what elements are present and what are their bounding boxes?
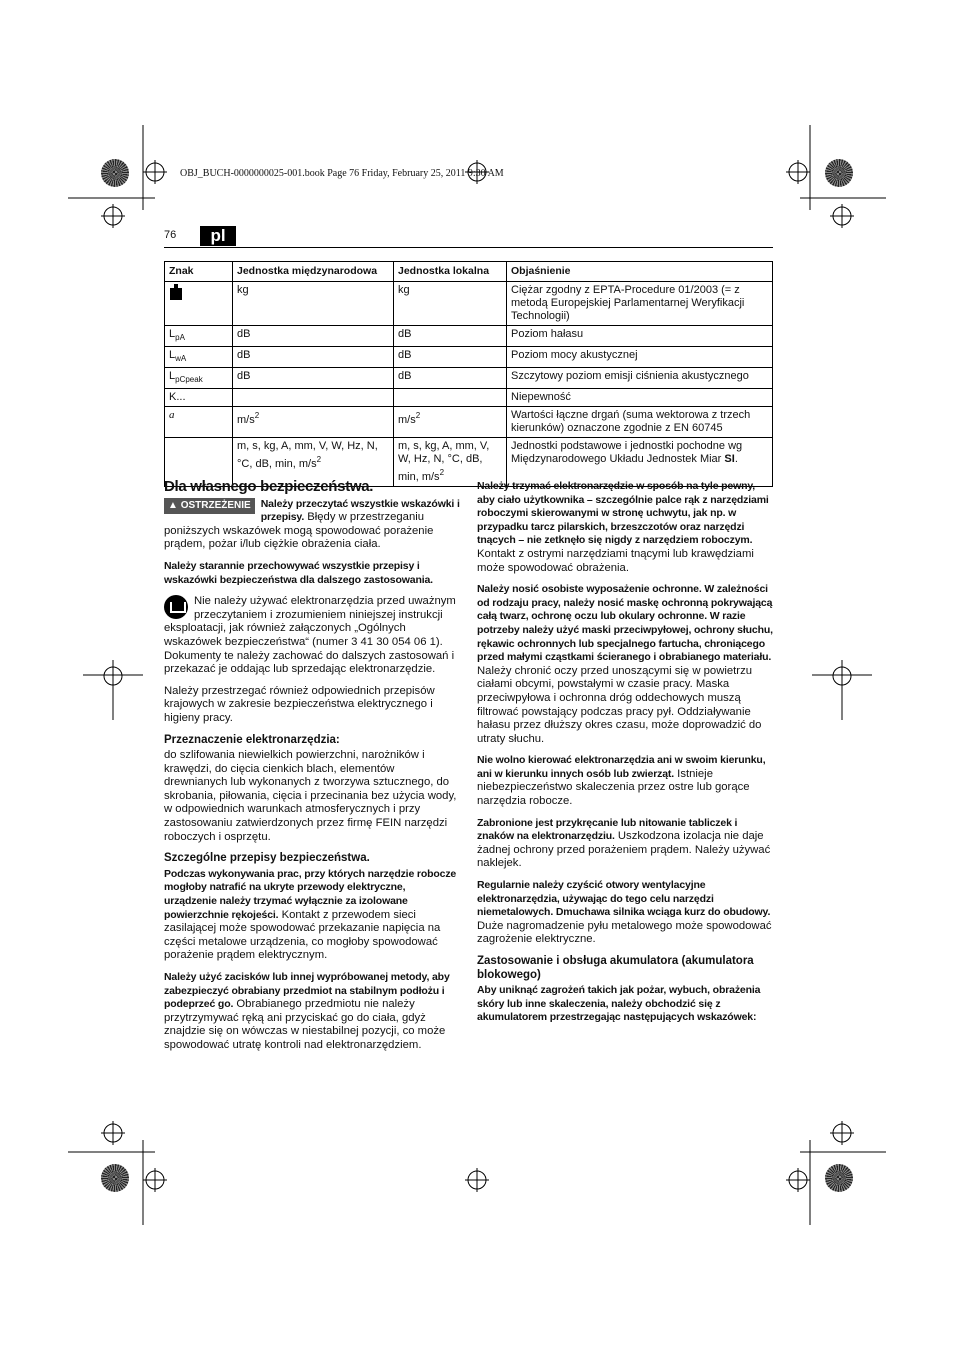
table-cell: Poziom hałasu — [507, 326, 773, 347]
desc-text: Jednostki podstawowe i jednostki pochodne wg Międzynarodowego Układu Jednostek Miar — [511, 440, 743, 465]
section-title: Dla własnego bezpieczeństwa. — [164, 478, 374, 495]
table-row — [165, 368, 773, 389]
table-header-row — [165, 262, 773, 282]
bold-text: Należy nosić osobiste wyposażenie ochronne. W zależności od rodzaju pracy, należy nosić maskę ochronną pokrywającą całą twarz, ochronę oczu lub okulary ochronne. W razie potrzeby należy użyć maski przeciwpyłowej, ochrony słuchu, rękawic ochronnych lub specjalnego fartucha, chroniącego przed małymi cząstkami ścieranego i obrabianego materiału. — [477, 583, 773, 664]
table-cell: dB — [233, 347, 394, 368]
bold-text: Należy użyć zacisków lub innej wypróbowanej metody, aby zabezpieczyć obrabiany przedmiot na stabilnym podłożu i podeprzeć go. — [164, 971, 450, 1011]
regulations-text: Należy przestrzegać również odpowiednich przepisów krajowych w zakresie bezpieczeństwa elektrycznego i higieny pracy. — [164, 684, 435, 724]
right-paragraph-5 — [477, 879, 773, 947]
table-cell: dB — [233, 326, 394, 347]
special-paragraph-1 — [164, 868, 460, 963]
plain-text: Należy chronić oczy przed unoszącymi się w powietrzu ciałami obcymi, powstałymi w czasie pracy. Maska przeciwpyłowa i ochronna dróg oddechowych muszą filtrować powstający podczas pracy pył. Oddziaływanie hałasu przez dłuższy okres czasu, może doprowadzić do utraty słuchu. — [477, 664, 762, 745]
symbol-subscript: wA — [175, 354, 187, 363]
plain-text: Kontakt z ostrymi narzędziami tnącymi lub krawędziami może spowodować obrażenia. — [477, 547, 754, 574]
symbol-cell — [165, 347, 233, 368]
table-cell: Szczytowy poziom emisji ciśnienia akustycznego — [507, 368, 773, 389]
table-row — [165, 282, 773, 326]
si-bold: SI — [724, 453, 735, 465]
table-cell: kg — [233, 282, 394, 326]
unit-text: m/s — [398, 414, 416, 426]
purpose-text: do szlifowania niewielkich powierzchni, narożników i krawędzi, do cięcia cienkich blach, elementów drewnianych lub wykonanych z tworzywa sztucznego, do skrobania, piłowania, cięcia i przecinania bez użycia wody, w odpowiednich warunkach atmosferycznych i przy zastosowaniu zatwierdzonych przez firmę FEIN narzędzi roboczych i osprzętu. — [164, 749, 457, 843]
book-line: OBJ_BUCH-0000000025-001.book Page 76 Friday, February 25, 2011 9:30 AM — [180, 168, 504, 179]
unit-text: m, s, kg, A, mm, V, W, Hz, N, °C, dB, min, m/s — [398, 440, 490, 483]
table-cell — [394, 389, 507, 407]
symbol-cell — [165, 407, 233, 438]
table-cell: Poziom mocy akustycznej — [507, 347, 773, 368]
right-paragraph-4 — [477, 817, 773, 871]
table-cell: Wartości łączne drgań (suma wektorowa z trzech kierunków) oznaczone zgodnie z EN 60745 — [507, 407, 773, 438]
header-rule — [164, 247, 773, 248]
table-cell: dB — [233, 368, 394, 389]
table-row — [165, 347, 773, 368]
superscript: 2 — [254, 411, 260, 420]
battery-title: Zastosowanie i obsługa akumulatora (akumulatora blokowego) — [477, 955, 754, 981]
symbol: L — [169, 328, 176, 340]
bold-text: Należy trzymać elektronarzędzie w sposób na tyle pewny, aby ciało użytkownika – szczególnie palce rąk z narzędziami roboczymi skierowanymi w stronę uchwytu, jak np. w przypadku tarcz pilarskich, brzeszczotów oraz narzędzi tnących – nie zetknęło się nigdy z narzędziem roboczym. — [477, 480, 769, 547]
warning-bold: Należy przeczytać wszystkie wskazówki i przepisy. — [260, 497, 460, 524]
keep-instructions: Należy starannie przechowywać wszystkie przepisy i wskazówki bezpieczeństwa dla dalszego zastosowania. — [164, 559, 433, 586]
units-table — [164, 261, 773, 487]
table-cell — [233, 407, 394, 438]
table-cell: dB — [394, 347, 507, 368]
table-row — [165, 407, 773, 438]
weight-icon-cell — [165, 282, 233, 326]
manual-text: Nie należy używać elektronarzędzia przed uważnym przeczytaniem i zrozumieniem niniejszej instrukcji eksploatacji, jak również załączonych „Ogólnych wskazówek bezpieczeństwa“ (numer 3 41 30 054 06 1). Dokumenty te należy zachować do dalszych zastosowań i przekazać je oddając lub sprzedając elektronarzędzie. — [164, 595, 456, 676]
table-cell: dB — [394, 326, 507, 347]
warning-text: Błędy w przestrzeganiu poniższych wskazówek mogą spowodować porażenie prądem, pożar i/lub ciężkie obrażenia ciała. — [164, 511, 434, 551]
table-row — [165, 389, 773, 407]
warning-label: OSTRZEŻENIE — [180, 499, 251, 511]
unit-text: m/s — [237, 414, 255, 426]
plain-text: Duże nagromadzenie pyłu metalowego może spowodować zagrożenie elektryczne. — [477, 919, 772, 946]
superscript: 2 — [439, 468, 445, 477]
symbol-cell: K... — [165, 389, 233, 407]
symbol-subscript: pCpeak — [175, 375, 203, 384]
symbol: L — [169, 349, 176, 361]
plain-text: Kontakt z przewodem sieci zasilającej może spowodować przekazanie napięcia na części metalowe urządzenia, co mogłoby spowodować porażenie prądem elektrycznym. — [164, 908, 441, 962]
warning-paragraph — [164, 498, 460, 552]
table-cell: Niepewność — [507, 389, 773, 407]
bold-text: Regularnie należy czyścić otwory wentylacyjne elektronarzędzia, używając do tego celu narzędzi niemetalowych. Dmuchawa silnika wciąga kurz do obudowy. — [477, 879, 771, 919]
symbol-cell — [165, 326, 233, 347]
table-header: Objaśnienie — [507, 262, 773, 282]
left-column — [164, 480, 460, 1061]
superscript: 2 — [316, 455, 322, 464]
bold-text: Podczas wykonywania prac, przy których narzędzie robocze mogłoby natrafić na ukryte przewody elektryczne, urządzenie należy trzymać wyłącznie za izolowane powierzchnie rękojeści. — [164, 867, 457, 921]
right-paragraph-2 — [477, 583, 773, 746]
plain-text: Uszkodzona izolacja nie daje żadnej ochrony przed porażeniem prądem. Należy używać naklejek. — [477, 830, 771, 870]
symbol-subscript: pA — [175, 333, 185, 342]
table-header: Jednostka międzynarodowa — [233, 262, 394, 282]
special-paragraph-2 — [164, 971, 460, 1053]
symbol: a — [169, 409, 175, 421]
bold-text: Zabronione jest przykręcanie lub nitowanie tabliczek i znaków na elektronarzędziu. — [477, 816, 738, 843]
symbol-cell — [165, 368, 233, 389]
plain-text: Obrabianego przedmiotu nie należy przytrzymywać ręką ani przyciskać go do ciała, gdyż znajdzie się on wówczas w niestabilnej pozycji, co może spowodować utratę kontroli nad elektronarzędziem. — [164, 998, 446, 1051]
table-cell — [233, 389, 394, 407]
weight-icon — [169, 284, 183, 300]
language-badge: pl — [200, 226, 236, 246]
page-number: 76 — [164, 229, 177, 241]
desc-end: . — [734, 453, 738, 465]
right-paragraph-1 — [477, 480, 773, 575]
bold-text: Nie wolno kierować elektronarzędzia ani w swoim kierunku, ani w kierunku innych osób lub zwierząt. — [477, 754, 766, 780]
superscript: 2 — [415, 411, 421, 420]
table-cell: dB — [394, 368, 507, 389]
symbol: L — [169, 370, 176, 382]
purpose-title: Przeznaczenie elektronarzędzia: — [164, 733, 340, 746]
right-paragraph-3 — [477, 754, 773, 808]
special-title: Szczególne przepisy bezpieczeństwa. — [164, 852, 370, 865]
battery-intro: Aby uniknąć zagrożeń takich jak pożar, wybuch, obrażenia skóry lub inne skaleczenia, należy obchodzić się z akumulatorem przestrzegając następujących wskazówek: — [477, 984, 761, 1024]
warning-triangle-icon: ▲ — [168, 499, 178, 511]
warning-badge — [164, 498, 255, 514]
table-header: Znak — [165, 262, 233, 282]
table-cell: Ciężar zgodny z EPTA-Procedure 01/2003 (= z metodą Europejskiej Parlamentarnej Weryfikacji Technologii) — [507, 282, 773, 326]
plain-text: Istnieje niebezpieczeństwo skaleczenia przez ostre lub gorące narzędzia robocze. — [477, 767, 750, 808]
table-header: Jednostka lokalna — [394, 262, 507, 282]
right-column — [477, 480, 773, 1033]
read-manual-icon — [164, 595, 188, 619]
table-cell — [394, 407, 507, 438]
manual-paragraph — [164, 595, 460, 677]
unit-text: m, s, kg, A, mm, V, W, Hz, N, °C, dB, min, m/s — [237, 440, 378, 470]
table-row — [165, 326, 773, 347]
table-cell: kg — [394, 282, 507, 326]
